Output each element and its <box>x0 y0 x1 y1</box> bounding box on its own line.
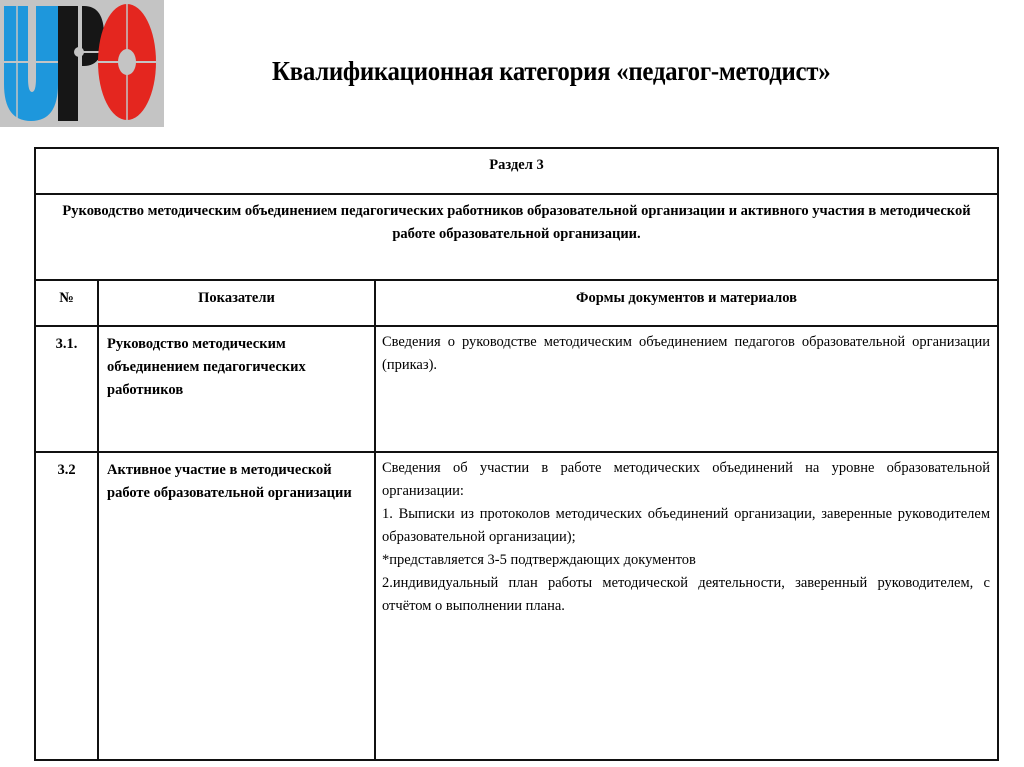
section-title: Руководство методическим объединением педагогических работников образовательной организации и активного участия в методической работе образовательной организации. <box>35 194 998 280</box>
column-header-number: № <box>35 280 98 326</box>
column-header-documents: Формы документов и материалов <box>375 280 998 326</box>
table-header-row <box>35 280 998 326</box>
logo <box>0 0 164 127</box>
row-number: 3.2 <box>35 452 98 760</box>
section-row <box>35 148 998 194</box>
document-line: *представляется 3-5 подтверждающих документов <box>382 552 696 568</box>
document-line: 1. Выписки из протоколов методических объединений организации, заверенные руководителем образовательной организации); <box>382 506 990 545</box>
table-row <box>35 326 998 452</box>
document-line: Сведения об участии в работе методических объединений на уровне образовательной организации: <box>382 460 990 499</box>
section-title-row <box>35 194 998 280</box>
document-line: 2.индивидуальный план работы методической деятельности, заверенный руководителем, с отчётом о выполнении плана. <box>382 575 990 614</box>
row-documents <box>375 452 998 760</box>
row-documents <box>375 326 998 452</box>
criteria-table <box>34 147 999 761</box>
row-indicator: Активное участие в методической работе образовательной организации <box>98 452 375 760</box>
row-indicator: Руководство методическим объединением педагогических работников <box>98 326 375 452</box>
upo-logo-icon <box>0 0 164 127</box>
page-title: Квалификационная категория «педагог-методист» <box>272 56 831 86</box>
column-header-indicators: Показатели <box>98 280 375 326</box>
section-label: Раздел 3 <box>35 148 998 194</box>
table-row <box>35 452 998 760</box>
row-number: 3.1. <box>35 326 98 452</box>
document-line: Сведения о руководстве методическим объединением педагогов образовательной организации (приказ). <box>382 334 990 373</box>
